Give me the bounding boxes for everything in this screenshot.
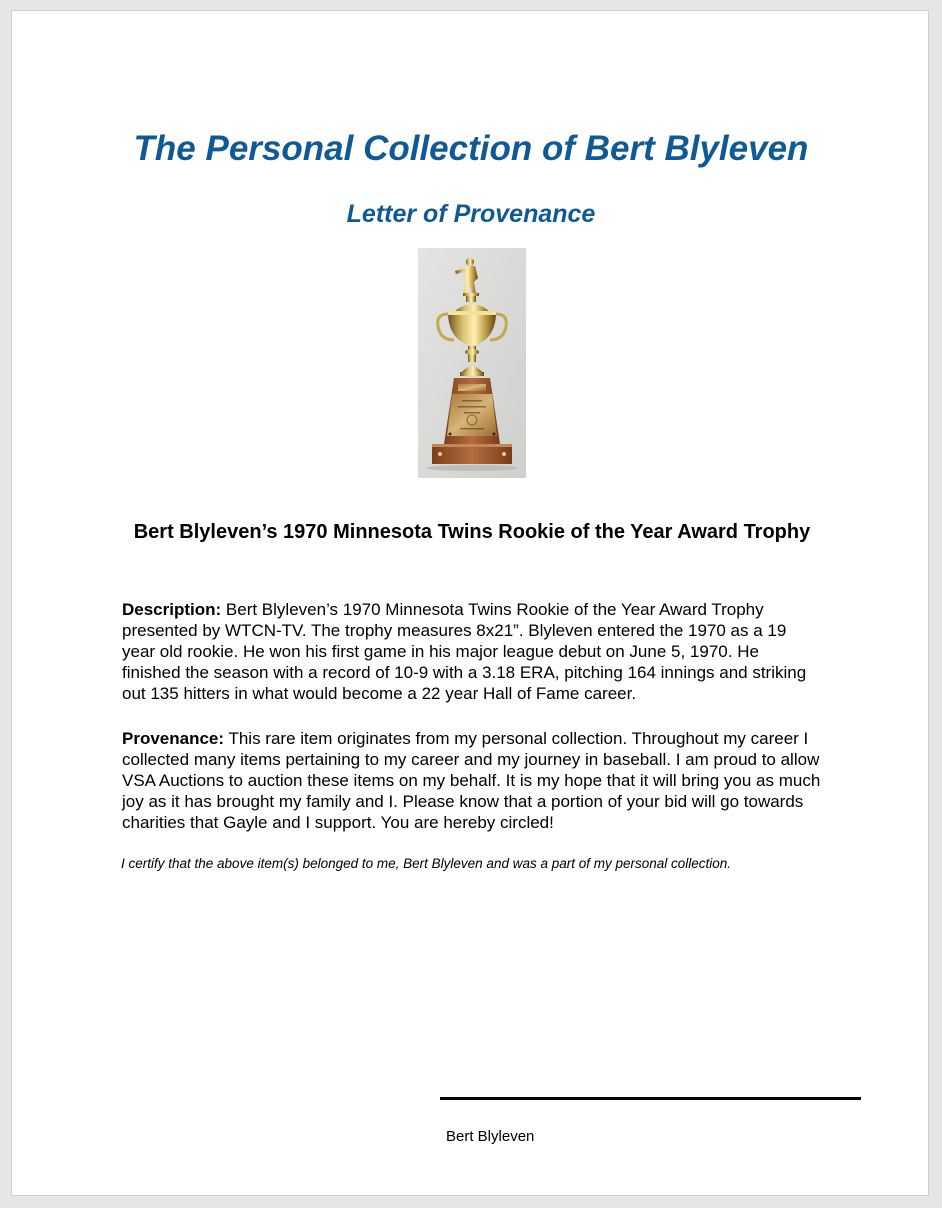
- signature-line: [440, 1097, 861, 1100]
- signature-name: Bert Blyleven: [446, 1128, 535, 1145]
- letter-page: [11, 10, 929, 1196]
- trophy-illustration: [418, 248, 526, 478]
- item-title: Bert Blyleven’s 1970 Minnesota Twins Rookie of the Year Award Trophy: [133, 521, 811, 543]
- trophy-photo: [418, 248, 526, 478]
- provenance-label: Provenance:: [122, 729, 225, 748]
- description-text: Bert Blyleven’s 1970 Minnesota Twins Rookie of the Year Award Trophy presented by WTCN-TV. The trophy measures 8x21”. Blyleven entered the 1970 as a 19 year old rookie. He won his first game in his major league debut on June 5, 1970. He finished the season with a record of 10-9 with a 3.18 ERA, pitching 164 innings and striking out 135 hitters in what would become a 22 year Hall of Fame career.: [122, 600, 807, 703]
- page-subtitle: Letter of Provenance: [346, 200, 596, 228]
- provenance-paragraph: [122, 728, 822, 833]
- provenance-text: This rare item originates from my personal collection. Throughout my career I collected many items pertaining to my career and my journey in baseball. I am proud to allow VSA Auctions to auction these items on my behalf. It is my hope that it will bring you as much joy as it has brought my family and I. Please know that a portion of your bid will go towards charities that Gayle and I support. You are hereby circled!: [122, 729, 821, 832]
- description-label: Description:: [122, 600, 222, 619]
- page-title: The Personal Collection of Bert Blyleven: [133, 129, 809, 168]
- certification-statement: I certify that the above item(s) belonged to me, Bert Blyleven and was a part of my personal collection.: [121, 856, 732, 871]
- description-paragraph: [122, 599, 822, 704]
